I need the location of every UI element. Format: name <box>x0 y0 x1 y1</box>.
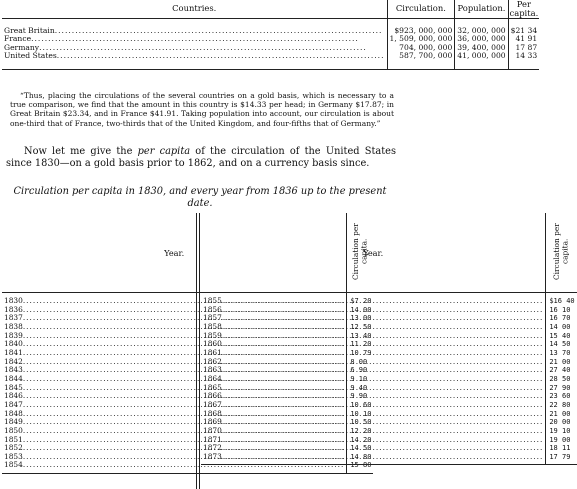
per-capita-value: 6 90 <box>347 366 374 375</box>
paragraph-text-start: Now let me give the <box>24 146 138 157</box>
year-label: 1845 <box>4 382 23 392</box>
header-circulation: Circulation. <box>387 0 455 18</box>
country-name: Germany <box>4 42 40 52</box>
table-row <box>201 293 577 306</box>
per-capita-header-row <box>201 213 577 293</box>
per-capita-value: 14 20 <box>347 436 374 445</box>
per-capita-value: 21 00 <box>546 410 577 419</box>
per-capita-value: 16 10 <box>546 306 577 315</box>
year-label: 1836 <box>4 304 23 314</box>
per-capita-value: 19 00 <box>546 436 577 445</box>
per-capita-value: 21 00 <box>546 358 577 367</box>
header-per-capita: Per capita. <box>509 0 539 18</box>
population-cell: 32, 000, 000 <box>455 18 508 35</box>
per-capita-value: 15 40 <box>546 332 577 341</box>
header-countries: Countries. <box>2 0 387 18</box>
per-capita-value: 8 00 <box>347 358 374 367</box>
value-column-header <box>546 213 577 293</box>
per-capita-value: 13 40 <box>347 332 374 341</box>
per-capita-value: 19 10 <box>546 427 577 436</box>
per-capita-value: 14 00 <box>546 323 577 332</box>
year-label: 1871 <box>203 434 222 444</box>
body-paragraph <box>6 146 396 170</box>
per-capita-value: 13 00 <box>347 314 374 323</box>
per-capita-value: 15 80 <box>347 461 374 473</box>
country-cell <box>2 52 387 69</box>
per-capita-value: 14 80 <box>347 453 374 462</box>
year-label: 1851 <box>4 434 23 444</box>
per-capita-value: 14 50 <box>546 340 577 349</box>
year-label: 1868 <box>203 408 222 418</box>
per-capita-cell: $21 34 <box>508 18 539 35</box>
per-capita-value: 9 90 <box>347 392 374 401</box>
year-label: 1849 <box>4 417 23 427</box>
country-name: Great Britain <box>4 25 55 35</box>
per-capita-value: 10 10 <box>347 410 374 419</box>
per-capita-value: $16 40 <box>546 293 577 306</box>
country-name: United States <box>4 51 57 61</box>
year-label: 1840 <box>4 339 23 349</box>
year-label: 1848 <box>4 408 23 418</box>
per-capita-rows-right <box>201 293 577 465</box>
year-cell <box>201 453 546 465</box>
country-name: France <box>4 34 32 44</box>
year-label: 1873 <box>203 451 222 461</box>
year-label: 1841 <box>4 347 23 357</box>
table-row <box>201 453 577 465</box>
circulation-cell: 704, 000, 000 <box>387 44 455 53</box>
year-label: 1858 <box>203 321 222 331</box>
year-label: 1859 <box>203 330 222 340</box>
year-column-header: Year. <box>201 213 546 293</box>
year-label: 1843 <box>4 365 23 375</box>
value-header-label: Circulation per capita. <box>552 223 570 280</box>
per-capita-value: 10 60 <box>347 401 374 410</box>
table-row <box>2 18 539 35</box>
year-label: 1853 <box>4 451 23 461</box>
per-capita-value: 10 79 <box>347 349 374 358</box>
year-column-header: Year. <box>2 213 347 293</box>
year-label: 1870 <box>203 425 222 435</box>
population-cell: 36, 000, 000 <box>455 35 508 44</box>
per-capita-value: 22 80 <box>546 401 577 410</box>
year-label: 1862 <box>203 356 222 366</box>
year-label: 1857 <box>203 313 222 323</box>
table-heading: Circulation per capita in 1830, and every year from 1836 up to the present date. <box>13 186 387 209</box>
header-population: Population. <box>455 0 508 18</box>
country-circulation-table <box>2 0 539 70</box>
value-header-label: Circulation per capita. <box>350 223 369 280</box>
per-capita-value: 13 70 <box>546 349 577 358</box>
population-cell: 39, 400, 000 <box>455 44 508 53</box>
year-label: 1866 <box>203 391 222 401</box>
per-capita-value: 27 90 <box>546 384 577 393</box>
year-label: 1850 <box>4 425 23 435</box>
year-label: 1847 <box>4 399 23 409</box>
year-label: 1846 <box>4 391 23 401</box>
column-divider <box>199 213 200 489</box>
per-capita-value: 9 40 <box>347 384 374 393</box>
year-label: 1860 <box>203 339 222 349</box>
per-capita-value: 14 50 <box>347 444 374 453</box>
per-capita-value: 28 50 <box>546 375 577 384</box>
population-cell: 41, 000, 000 <box>455 52 508 69</box>
column-divider <box>196 213 197 489</box>
quoted-passage: “Thus, placing the circulations of the several countries on a gold basis, which is necessary to a true comparison, we find that the amount in this country is $14.33 per head; in Germany $17.87; in Great Britain $23.34, and in France $41.91. Taking population into account, our circulation is about one-third that of France, two-thirds that of the United Kingdom, and four-fifths that of Germany.” <box>10 91 394 128</box>
per-capita-value: 12 50 <box>347 323 374 332</box>
per-capita-value: 18 11 <box>546 444 577 453</box>
per-capita-value: 10 50 <box>347 418 374 427</box>
per-capita-table-right <box>201 213 577 465</box>
year-label: 1856 <box>203 304 222 314</box>
year-label: 1842 <box>4 356 23 366</box>
table-row <box>2 52 539 69</box>
year-label: 1872 <box>203 443 222 453</box>
year-label: 1865 <box>203 382 222 392</box>
year-label: 1863 <box>203 365 222 375</box>
year-cell <box>201 293 546 306</box>
year-label: 1855 <box>203 296 222 305</box>
per-capita-value: 9 10 <box>347 375 374 384</box>
per-capita-value: $7 20 <box>347 293 374 306</box>
year-label: 1867 <box>203 399 222 409</box>
per-capita-value: 16 70 <box>546 314 577 323</box>
per-capita-value: 14 00 <box>347 306 374 315</box>
circulation-cell: 1, 509, 000, 000 <box>387 35 455 44</box>
per-capita-value: 11 20 <box>347 340 374 349</box>
circulation-cell: 587, 700, 000 <box>387 52 455 69</box>
per-capita-value: 17 79 <box>546 453 577 465</box>
per-capita-cell: 17 87 <box>508 44 539 53</box>
year-label: 1838 <box>4 321 23 331</box>
year-label: 1861 <box>203 347 222 357</box>
per-capita-value: 23 60 <box>546 392 577 401</box>
per-capita-cell: 14 33 <box>508 52 539 69</box>
year-label: 1864 <box>203 373 222 383</box>
year-label: 1837 <box>4 313 23 323</box>
year-label: 1852 <box>4 443 23 453</box>
paragraph-text-end: of the circulation of the United States since 1830—on a gold basis prior to 1862, and on a currency basis since. <box>6 146 396 169</box>
year-label: 1869 <box>203 417 222 427</box>
paragraph-emphasis: per capita <box>137 146 191 157</box>
year-label: 1854 <box>4 460 23 470</box>
year-label: 1830 <box>4 296 23 305</box>
per-capita-cell: 41 91 <box>508 35 539 44</box>
per-capita-value: 27 40 <box>546 366 577 375</box>
per-capita-value: 20 00 <box>546 418 577 427</box>
country-table-header-row <box>2 0 539 18</box>
circulation-cell: $923, 000, 000 <box>387 18 455 35</box>
country-cell <box>2 18 387 35</box>
per-capita-value: 12 20 <box>347 427 374 436</box>
year-label: 1844 <box>4 373 23 383</box>
year-label: 1839 <box>4 330 23 340</box>
